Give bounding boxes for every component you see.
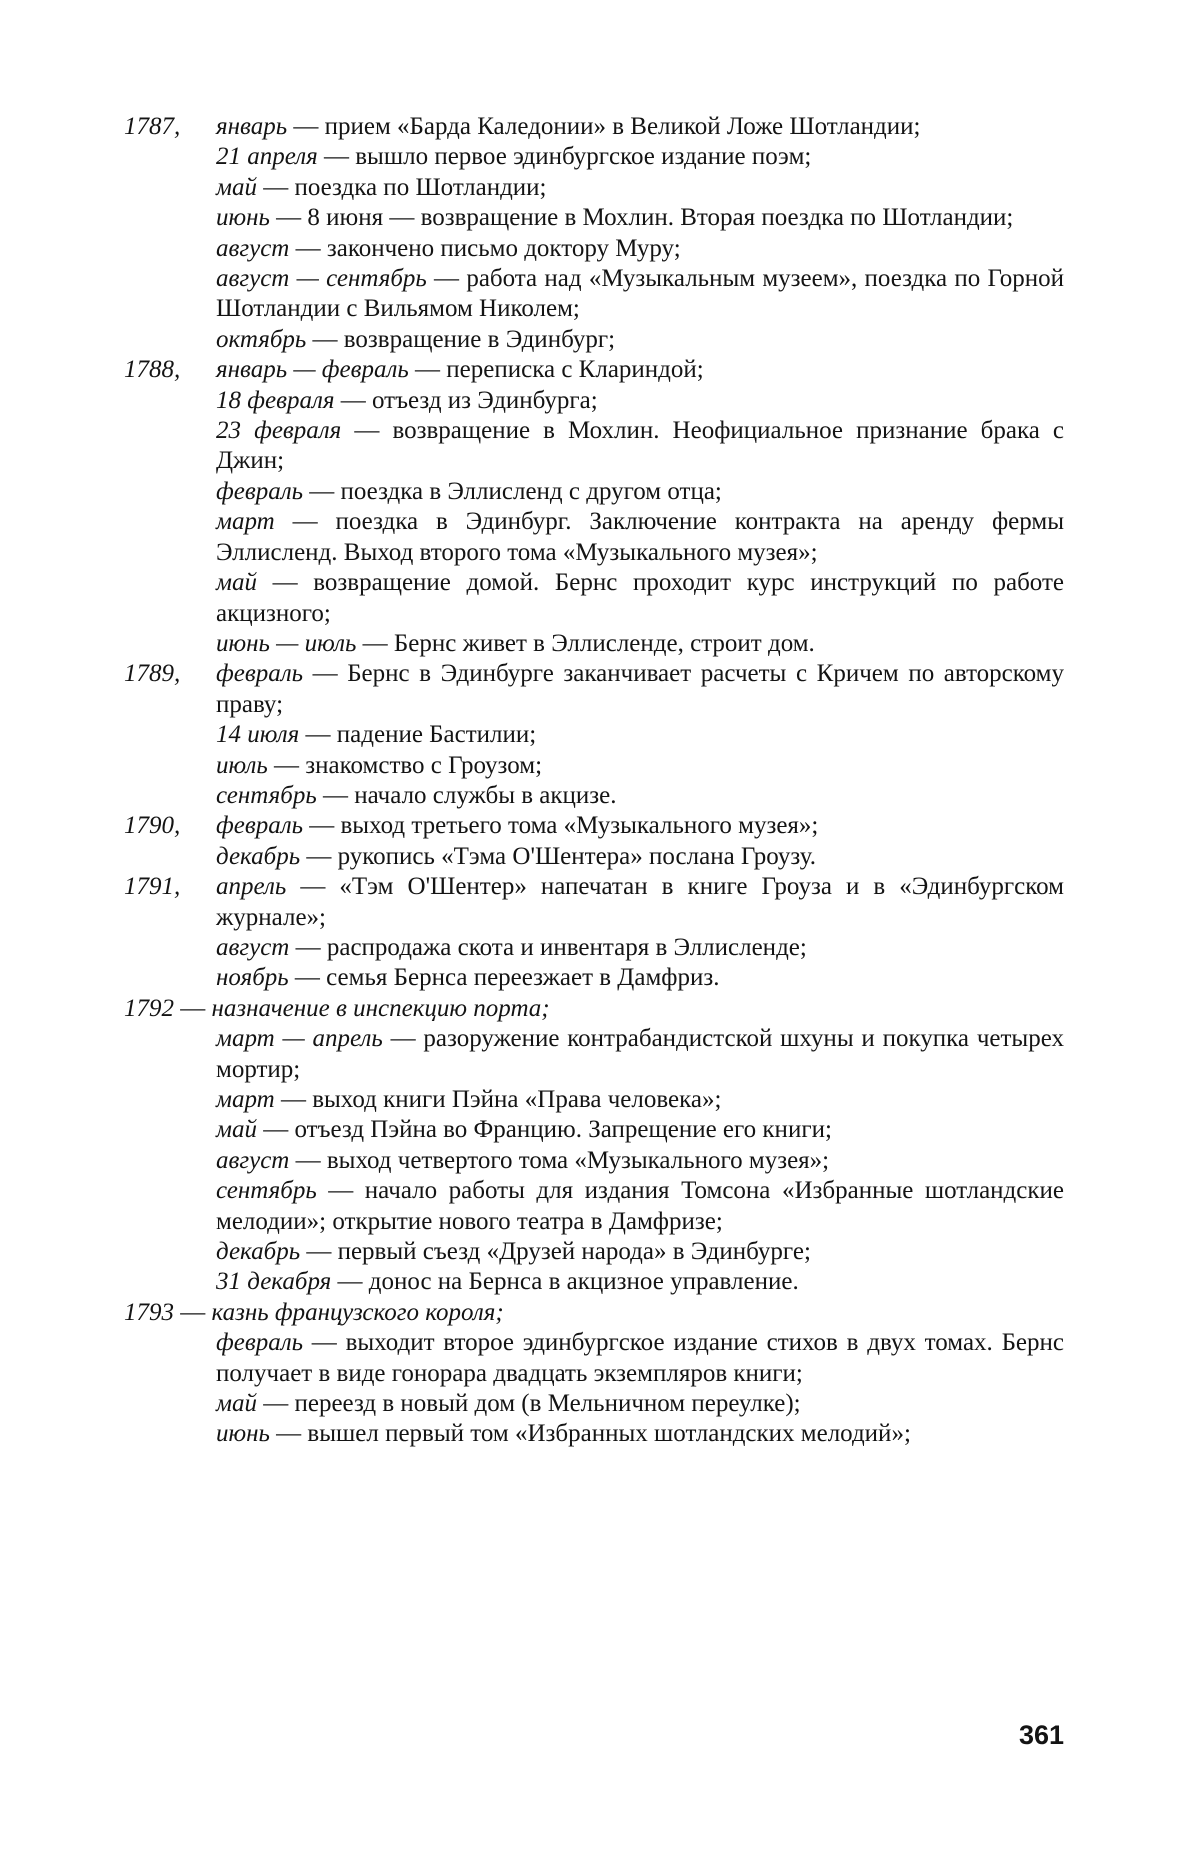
- entry-text: знакомство с Гроузом;: [305, 752, 542, 779]
- entry-text: рукопись «Тэма О'Шентера» послана Гроузу.: [338, 843, 816, 870]
- chronology-entry: сентябрь — начало службы в акцизе.: [216, 781, 1064, 811]
- entry-date: декабрь: [216, 1238, 300, 1265]
- entry-text: начало работы для издания Томсона «Избранные шотландские мелодии»; открытие нового театра в Дамфризе;: [216, 1177, 1064, 1234]
- entry-text: разоружение контрабандистской шхуны и покупка четырех мортир;: [216, 1025, 1064, 1082]
- entry-date: 21 апреля: [216, 143, 318, 170]
- year-block: [124, 355, 1064, 659]
- entry-date: март: [216, 1086, 275, 1113]
- year-entries: [216, 112, 1064, 355]
- year-block: [124, 1298, 1064, 1450]
- entry-text: Бернс живет в Эллисленде, строит дом.: [394, 630, 815, 657]
- entry-text: выход третьего тома «Музыкального музея»;: [340, 812, 818, 839]
- chronology-entry: 23 февраля — возвращение в Мохлин. Неофициальное признание брака с Джин;: [216, 416, 1064, 477]
- chronology-entry: сентябрь — начало работы для издания Томсона «Избранные шотландские мелодии»; открытие нового театра в Дамфризе;: [216, 1176, 1064, 1237]
- year-entries: [216, 1328, 1064, 1450]
- entry-text: вышел первый том «Избранных шотландских мелодий»;: [307, 1420, 910, 1447]
- book-page: [0, 0, 1200, 1853]
- chronology-entry: май — отъезд Пэйна во Францию. Запрещение его книги;: [216, 1115, 1064, 1145]
- entry-date: 31 декабря: [216, 1268, 331, 1295]
- entry-text: отъезд из Эдинбурга;: [372, 387, 598, 414]
- chronology-entry: ноябрь — семья Бернса переезжает в Дамфриз.: [216, 963, 1064, 993]
- chronology-entry: январь — февраль — переписка с Клариндой;: [216, 355, 1064, 385]
- chronology-entry: июнь — июль — Бернс живет в Эллисленде, строит дом.: [216, 629, 1064, 659]
- chronology-entry: март — апрель — разоружение контрабандистской шхуны и покупка четырех мортир;: [216, 1024, 1064, 1085]
- chronology-entry: февраль — выход третьего тома «Музыкального музея»;: [216, 811, 1064, 841]
- entry-text: Бернс в Эдинбурге заканчивает расчеты с Кричем по авторскому праву;: [216, 660, 1064, 717]
- entry-text: первый съезд «Друзей народа» в Эдинбурге;: [338, 1238, 811, 1265]
- entry-text: поездка по Шотландии;: [294, 174, 546, 201]
- entry-date: январь — февраль: [216, 356, 409, 383]
- entry-date: февраль: [216, 660, 303, 687]
- chronology-entry: октябрь — возвращение в Эдинбург;: [216, 325, 1064, 355]
- year-block: [124, 994, 1064, 1298]
- entry-date: октябрь: [216, 326, 306, 353]
- year-label: 1792: [124, 995, 174, 1022]
- entry-text: прием «Барда Каледонии» в Великой Ложе Шотландии;: [325, 113, 921, 140]
- year-entries: [216, 659, 1064, 811]
- entry-text: работа над «Музыкальным музеем», поездка по Горной Шотландии с Вильямом Николем;: [216, 265, 1064, 322]
- entry-date: 23 февраля: [216, 417, 341, 444]
- chronology-entry: февраль — поездка в Эллисленд с другом отца;: [216, 477, 1064, 507]
- entry-date: февраль: [216, 1329, 303, 1356]
- chronology-entry: август — выход четвертого тома «Музыкального музея»;: [216, 1146, 1064, 1176]
- year-label: 1790,: [124, 811, 216, 872]
- entry-text: 8 июня — возвращение в Мохлин. Вторая поездка по Шотландии;: [307, 204, 1013, 231]
- year-entries: [216, 1024, 1064, 1298]
- chronology-entry: 31 декабря — донос на Бернса в акцизное управление.: [216, 1267, 1064, 1297]
- entry-text: возвращение в Эдинбург;: [344, 326, 615, 353]
- entry-text: выход книги Пэйна «Права человека»;: [312, 1086, 721, 1113]
- entry-text: вышло первое эдинбургское издание поэм;: [355, 143, 811, 170]
- entry-date: март: [216, 508, 275, 535]
- chronology-entry: декабрь — первый съезд «Друзей народа» в Эдинбурге;: [216, 1237, 1064, 1267]
- entry-text: донос на Бернса в акцизное управление.: [369, 1268, 799, 1295]
- chronology-entry: май — возвращение домой. Бернс проходит курс инструкций по работе акцизного;: [216, 568, 1064, 629]
- entry-text: возвращение домой. Бернс проходит курс инструкций по работе акцизного;: [216, 569, 1064, 626]
- entry-date: май: [216, 1390, 257, 1417]
- entry-text: «Тэм О'Шентер» напечатан в книге Гроуза и в «Эдинбургском журнале»;: [216, 873, 1064, 930]
- entry-date: август: [216, 1147, 289, 1174]
- entry-date: август: [216, 934, 289, 961]
- year-entries: [216, 872, 1064, 994]
- chronology-entry: март — поездка в Эдинбург. Заключение контракта на аренду фермы Эллисленд. Выход второго тома «Музыкального музея»;: [216, 507, 1064, 568]
- year-block: [124, 872, 1064, 994]
- entry-text: начало службы в акцизе.: [354, 782, 616, 809]
- entry-date: май: [216, 569, 257, 596]
- chronology-entry: февраль — Бернс в Эдинбурге заканчивает расчеты с Кричем по авторскому праву;: [216, 659, 1064, 720]
- entry-text: закончено письмо доктору Муру;: [327, 235, 681, 262]
- year-lead-text: назначение в инспекцию порта;: [212, 995, 550, 1022]
- entry-date: июль: [216, 752, 268, 779]
- chronology-entry: апрель — «Тэм О'Шентер» напечатан в книге Гроуза и в «Эдинбургском журнале»;: [216, 872, 1064, 933]
- entry-date: июнь: [216, 1420, 270, 1447]
- year-entries: [216, 355, 1064, 659]
- entry-text: переписка с Клариндой;: [446, 356, 703, 383]
- entry-date: февраль: [216, 812, 303, 839]
- entry-text: отъезд Пэйна во Францию. Запрещение его книги;: [294, 1116, 831, 1143]
- year-label: 1788,: [124, 355, 216, 659]
- year-block: [124, 112, 1064, 355]
- chronology-entry: август — сентябрь — работа над «Музыкальным музеем», поездка по Горной Шотландии с Вильямом Николем;: [216, 264, 1064, 325]
- chronology-entry: май — поездка по Шотландии;: [216, 173, 1064, 203]
- entry-date: январь: [216, 113, 287, 140]
- chronology-list: [124, 112, 1064, 1450]
- chronology-entry: июль — знакомство с Гроузом;: [216, 751, 1064, 781]
- year-label: 1791,: [124, 872, 216, 994]
- page-number: 361: [1019, 1720, 1064, 1751]
- entry-text: поездка в Эдинбург. Заключение контракта на аренду фермы Эллисленд. Выход второго тома «Музыкального музея»;: [216, 508, 1064, 565]
- year-block: [124, 811, 1064, 872]
- chronology-entry: июнь — 8 июня — возвращение в Мохлин. Вторая поездка по Шотландии;: [216, 203, 1064, 233]
- chronology-entry: март — выход книги Пэйна «Права человека»;: [216, 1085, 1064, 1115]
- chronology-entry: июнь — вышел первый том «Избранных шотландских мелодий»;: [216, 1419, 1064, 1449]
- entry-date: сентябрь: [216, 782, 317, 809]
- entry-date: март — апрель: [216, 1025, 383, 1052]
- entry-date: сентябрь: [216, 1177, 317, 1204]
- entry-text: поездка в Эллисленд с другом отца;: [340, 478, 721, 505]
- chronology-entry: февраль — выходит второе эдинбургское издание стихов в двух томах. Бернс получает в виде гонорара двадцать экземпляров книги;: [216, 1328, 1064, 1389]
- year-label: 1787,: [124, 112, 216, 355]
- entry-date: февраль: [216, 478, 303, 505]
- entry-date: июнь — июль: [216, 630, 356, 657]
- entry-text: распродажа скота и инвентаря в Эллисленде;: [327, 934, 807, 961]
- entry-text: семья Бернса переезжает в Дамфриз.: [326, 964, 719, 991]
- entry-text: выход четвертого тома «Музыкального музея»;: [327, 1147, 829, 1174]
- chronology-entry: январь — прием «Барда Каледонии» в Великой Ложе Шотландии;: [216, 112, 1064, 142]
- entry-date: декабрь: [216, 843, 300, 870]
- chronology-entry: декабрь — рукопись «Тэма О'Шентера» послана Гроузу.: [216, 842, 1064, 872]
- year-block: [124, 659, 1064, 811]
- entry-date: 14 июля: [216, 721, 299, 748]
- entry-date: 18 февраля: [216, 387, 334, 414]
- entry-date: июнь: [216, 204, 270, 231]
- entry-date: август: [216, 235, 289, 262]
- entry-date: апрель: [216, 873, 286, 900]
- entry-date: ноябрь: [216, 964, 289, 991]
- entry-date: май: [216, 174, 257, 201]
- year-lead-line: 1793 — казнь французского короля;: [124, 1298, 1064, 1328]
- chronology-entry: август — закончено письмо доктору Муру;: [216, 234, 1064, 264]
- year-lead-line: 1792 — назначение в инспекцию порта;: [124, 994, 1064, 1024]
- year-lead-text: казнь французского короля;: [212, 1299, 504, 1326]
- chronology-entry: май — переезд в новый дом (в Мельничном переулке);: [216, 1389, 1064, 1419]
- entry-text: выходит второе эдинбургское издание стихов в двух томах. Бернс получает в виде гонорара двадцать экземпляров книги;: [216, 1329, 1064, 1386]
- entry-date: май: [216, 1116, 257, 1143]
- entry-text: переезд в новый дом (в Мельничном переулке);: [294, 1390, 800, 1417]
- chronology-entry: 18 февраля — отъезд из Эдинбурга;: [216, 386, 1064, 416]
- entry-text: возвращение в Мохлин. Неофициальное признание брака с Джин;: [216, 417, 1064, 474]
- year-entries: [216, 811, 1064, 872]
- chronology-entry: август — распродажа скота и инвентаря в Эллисленде;: [216, 933, 1064, 963]
- entry-date: август — сентябрь: [216, 265, 427, 292]
- chronology-entry: 14 июля — падение Бастилии;: [216, 720, 1064, 750]
- chronology-entry: 21 апреля — вышло первое эдинбургское издание поэм;: [216, 142, 1064, 172]
- year-label: 1793: [124, 1299, 174, 1326]
- year-label: 1789,: [124, 659, 216, 811]
- entry-text: падение Бастилии;: [337, 721, 536, 748]
